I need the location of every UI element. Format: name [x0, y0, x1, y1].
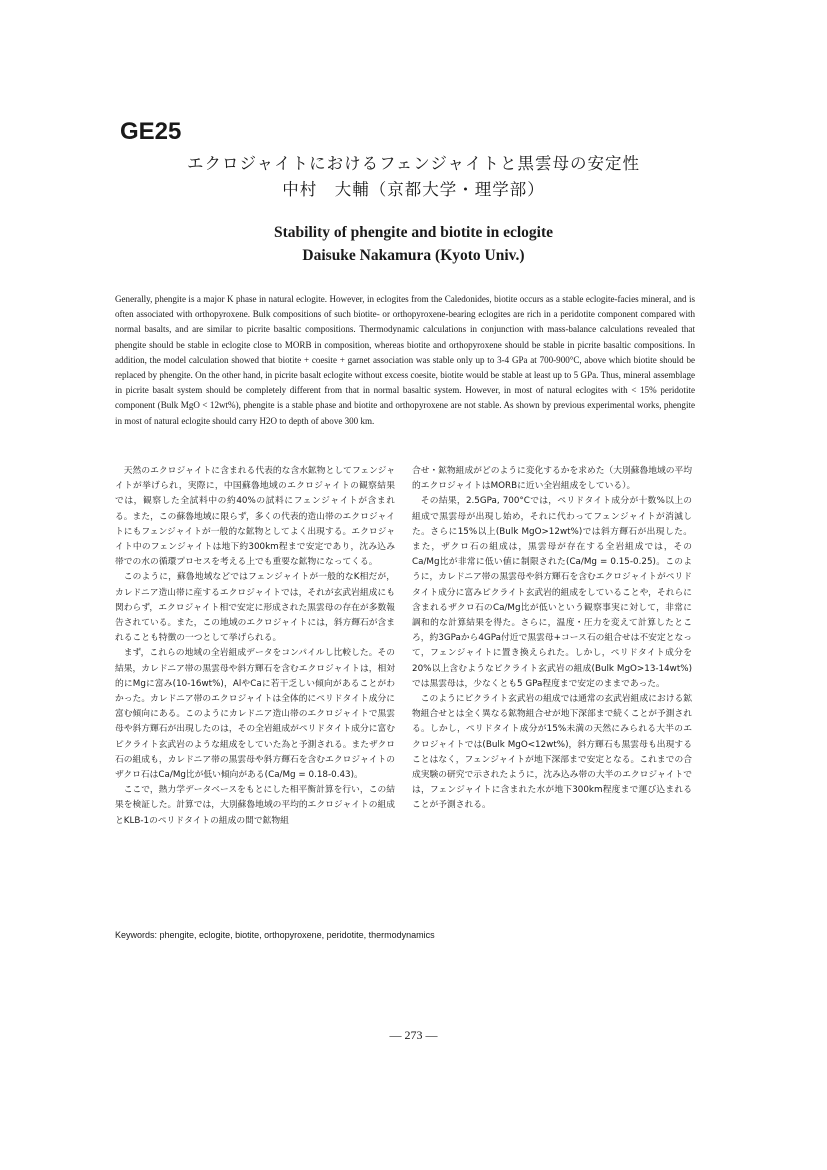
author-japanese: 中村 大輔（京都大学・理学部）	[282, 180, 545, 199]
paragraph: このようにピクライト玄武岩の組成では通常の玄武岩組成における鉱物組合せとは全く異なる鉱物組合せが地下深部まで続くことが予測される。しかし，ペリドタイト成分が15%未満の天然にみられる大半のエクロジャイトでは(Bulk MgO<12wt%)，斜方輝石も黒雲母も出現することはなく，フェンジャイトが地下深部まで安定となる。これまでの合成実験の研究で示されたように，沈み込み帯の大半のエクロジャイトでは，フェンジャイトに含まれた水が地下300km程度まで運び込まれることが予測される。	[412, 694, 692, 811]
page-number: — 273 —	[389, 1028, 438, 1042]
paragraph: まず，これらの地域の全岩組成データをコンパイルし比較した。その結果，カレドニア帯の黒雲母や斜方輝石を含むエクロジャイトは，相対的にMgに富み(10-16wt%)，AlやCaに若干乏しい傾向があることがわかった。カレドニア帯のエクロジャイトは全体的にペリドタイト成分に富む傾向にある。このようにカレドニア造山帯のエクロジャイトで黒雲母や斜方輝石が出現したのは，その全岩組成がペリドタイト成分に富むピクライト玄武岩のような組成をしていた為と予測される。またザクロ石の組成も，カレドニア帯の黒雲母や斜方輝石を含むエクロジャイトのザクロ石はCa/Mg比が低い傾向がある(Ca/Mg = 0.18-0.43)。	[115, 648, 395, 781]
abstract-code: GE25	[120, 118, 182, 145]
paragraph: ここで，熱力学データベースをもとにした相平衡計算を行い，この結果を検証した。計算では，大別蘇魯地域の平均的エクロジャイトの組成とKLB-1のペリドタイトの組成の間で鉱物組	[115, 785, 395, 826]
title-english: Stability of phengite and biotite in eclogite	[274, 224, 553, 241]
keywords: Keywords: phengite, eclogite, biotite, orthopyroxene, peridotite, thermodynamics	[115, 930, 435, 940]
english-abstract: Generally, phengite is a major K phase in natural eclogite. However, in eclogites from the Caledonides, biotite occurs as a stable eclogite-facies mineral, and is often associated with orthopyroxene. Bulk compositions of such biotite- or orthopyroxene-bearing eclogites are rich in a peridotite component compared with normal basalts, and are similar to picrite basaltic compositions. Thermodynamic calculations in conjunction with mass-balance calculations revealed that phengite should be stable in eclogite close to MORB in composition, whereas biotite and orthopyroxene should be stable in picrite basaltic compositions. In addition, the model calculation showed that biotite + coesite + garnet association was stable only up to 3-4 GPa at 700-900°C, above which biotite should be replaced by phengite. On the other hand, in picrite basalt eclogite without excess coesite, biotite would be stable at least up to 5 GPa. Thus, mineral assemblage in picrite basalt system should be completely different from that in normal basaltic system. However, in most of natural eclogites with < 15% peridotite component (Bulk MgO < 12wt%), phengite is a stable phase and biotite and orthopyroxene are not stable. As shown by previous experimental works, phengite in most of natural eclogite should carry H2O to depth of above 300 km.	[115, 294, 695, 426]
author-english: Daisuke Nakamura (Kyoto Univ.)	[302, 247, 525, 264]
body-column-left	[115, 464, 395, 829]
title-japanese: エクロジャイトにおけるフェンジャイトと黒雲母の安定性	[186, 154, 641, 173]
paragraph: その結果，2.5GPa, 700°Cでは，ペリドタイト成分が十数%以上の組成で黒雲母が出現し始め，それに代わってフェンジャイトが消滅した。さらに15%以上(Bulk MgO>12wt%)では斜方輝石が出現した。また，ザクロ石の組成は，黒雲母が存在する全岩組成では，そのCa/Mg比が非常に低い値に制限された(Ca/Mg = 0.15-0.25)。このように，カレドニア帯の黒雲母や斜方輝石を含むエクロジャイトがペリドタイト成分に富みピクライト玄武岩的組成をしていることや，それらに含まれるザクロ石のCa/Mg比が低いという観察事実に対して，非常に調和的な計算結果を得た。さらに，温度・圧力を変えて計算したところ，約3GPaから4GPa付近で黒雲母+コース石の組合せは不安定となって，フェンジャイトに置き換えられた。しかし，ペリドタイト成分を20%以上含むようなピクライト玄武岩の組成(Bulk MgO>13-14wt%)では黒雲母は，少なくとも5 GPa程度まで安定のままであった。	[412, 496, 692, 689]
paragraph: 合せ・鉱物組成がどのように変化するかを求めた（大別蘇魯地域の平均的エクロジャイトはMORBに近い全岩組成をしている）。	[412, 466, 692, 492]
paragraph: 天然のエクロジャイトに含まれる代表的な含水鉱物としてフェンジャイトが挙げられ，実際に，中国蘇魯地域のエクロジャイトの観察結果では，観察した全試料中の約40%の試料にフェンジャイトが含まれる。また，この蘇魯地域に限らず，多くの代表的造山帯のエクロジャイトにもフェンジャイトが一般的な鉱物としてよく出現する。エクロジャイト中のフェンジャイトは地下約300km程まで安定であり，沈み込み帯での水の循環プロセスを考える上でも重要な鉱物になってくる。	[115, 466, 395, 568]
paragraph: このように，蘇魯地域などではフェンジャイトが一般的なK相だが，カレドニア造山帯に産するエクロジャイトでは，それが玄武岩組成にも関わらず，エクロジャイト相で安定に形成された黒雲母の存在が多数報告されている。また，この地域のエクロジャイトには，斜方輝石が含まれることも特徴の一つとして挙げられる。	[115, 572, 395, 644]
body-column-right	[412, 464, 692, 814]
